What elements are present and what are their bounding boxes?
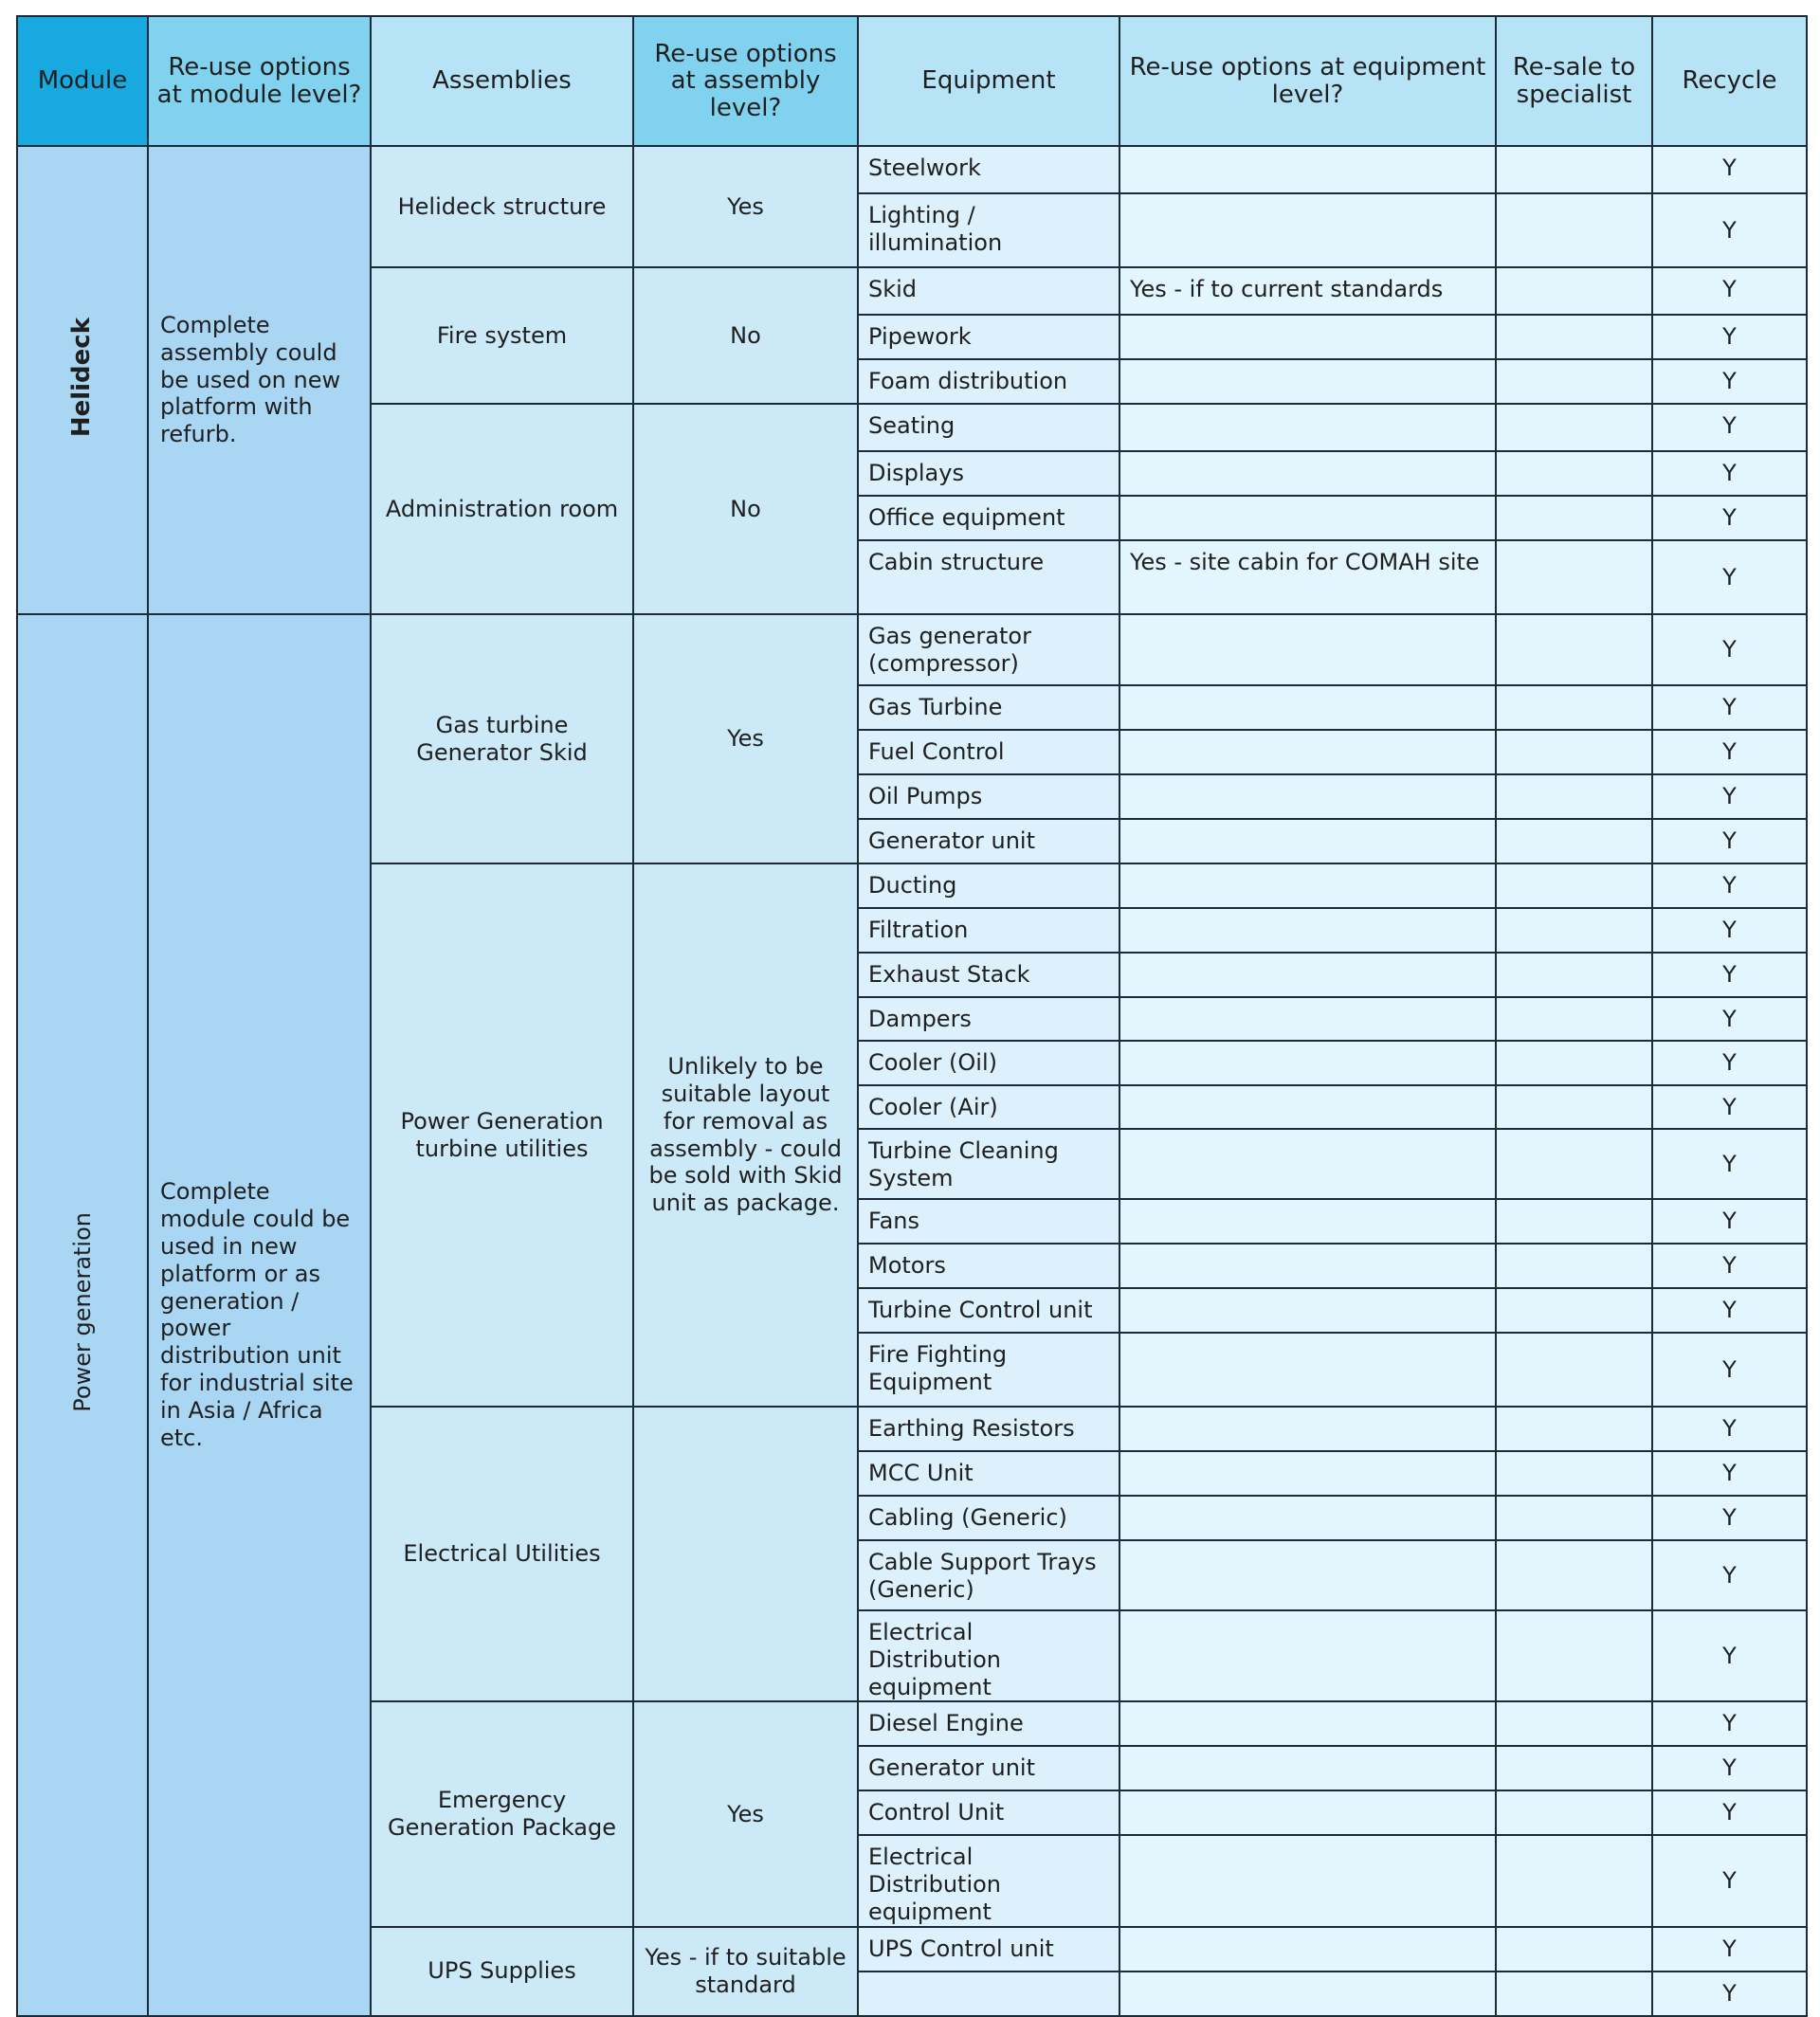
- equipment-name-cell: Cabin structure: [858, 540, 1119, 614]
- recycle-cell: Y: [1652, 908, 1807, 953]
- recycle-cell: Y: [1652, 1129, 1807, 1199]
- resale-cell: [1496, 146, 1652, 193]
- assembly-name-cell: Gas turbine Generator Skid: [371, 614, 633, 863]
- recycle-cell: Y: [1652, 1041, 1807, 1085]
- equipment-name-cell: Motors: [858, 1244, 1119, 1288]
- equipment-name-cell: Dampers: [858, 997, 1119, 1041]
- equipment-name-cell: Lighting / illumination: [858, 193, 1119, 267]
- equipment-reuse-cell: [1119, 863, 1496, 908]
- recycle-cell: Y: [1652, 1199, 1807, 1244]
- module-name: Power generation: [68, 1211, 96, 1412]
- header-assemblies: Assemblies: [371, 16, 633, 146]
- equipment-reuse-cell: [1119, 1496, 1496, 1540]
- equipment-name-cell: Ducting: [858, 863, 1119, 908]
- equipment-reuse-cell: [1119, 1835, 1496, 1926]
- recycle-cell: Y: [1652, 730, 1807, 774]
- assembly-name-cell: Helideck structure: [371, 146, 633, 267]
- recycle-cell: Y: [1652, 1288, 1807, 1333]
- equipment-reuse-cell: [1119, 1407, 1496, 1451]
- assembly-name-cell: Power Generation turbine utilities: [371, 863, 633, 1407]
- equipment-reuse-cell: [1119, 997, 1496, 1041]
- equipment-name-cell: Oil Pumps: [858, 774, 1119, 819]
- recycle-cell: Y: [1652, 146, 1807, 193]
- assembly-reuse-cell: Yes: [633, 614, 858, 863]
- recycle-cell: Y: [1652, 193, 1807, 267]
- resale-cell: [1496, 540, 1652, 614]
- equipment-name-cell: Cable Support Trays (Generic): [858, 1540, 1119, 1610]
- equipment-reuse-cell: [1119, 819, 1496, 863]
- equipment-reuse-cell: Yes - if to current standards: [1119, 267, 1496, 315]
- recycle-cell: Y: [1652, 496, 1807, 540]
- assembly-reuse-cell: [633, 1407, 858, 1701]
- resale-cell: [1496, 404, 1652, 451]
- equipment-name-cell: Cooler (Oil): [858, 1041, 1119, 1085]
- resale-cell: [1496, 1333, 1652, 1407]
- assembly-reuse-cell: No: [633, 267, 858, 404]
- equipment-name-cell: [858, 1972, 1119, 2016]
- equipment-name-cell: Office equipment: [858, 496, 1119, 540]
- recycle-cell: Y: [1652, 359, 1807, 404]
- equipment-name-cell: Gas Turbine: [858, 685, 1119, 730]
- resale-cell: [1496, 1496, 1652, 1540]
- equipment-name-cell: Electrical Distribution equipment: [858, 1610, 1119, 1701]
- resale-cell: [1496, 819, 1652, 863]
- header-resale: Re-sale to specialist: [1496, 16, 1652, 146]
- equipment-reuse-cell: [1119, 1540, 1496, 1610]
- resale-cell: [1496, 193, 1652, 267]
- equipment-name-cell: Generator unit: [858, 1746, 1119, 1790]
- equipment-reuse-cell: [1119, 451, 1496, 496]
- resale-cell: [1496, 1129, 1652, 1199]
- equipment-reuse-cell: [1119, 1085, 1496, 1129]
- resale-cell: [1496, 863, 1652, 908]
- recycle-cell: Y: [1652, 1972, 1807, 2016]
- header-module-reuse: Re-use options at module level?: [148, 16, 371, 146]
- resale-cell: [1496, 1540, 1652, 1610]
- equipment-reuse-cell: [1119, 496, 1496, 540]
- recycle-cell: Y: [1652, 1701, 1807, 1746]
- resale-cell: [1496, 1407, 1652, 1451]
- assembly-reuse-cell: Unlikely to be suitable layout for removal as assembly - could be sold with Skid unit as package.: [633, 863, 858, 1407]
- recycle-cell: Y: [1652, 997, 1807, 1041]
- recycle-cell: Y: [1652, 863, 1807, 908]
- resale-cell: [1496, 1835, 1652, 1926]
- table-body: [17, 146, 1807, 2016]
- equipment-reuse-cell: [1119, 685, 1496, 730]
- resale-cell: [1496, 496, 1652, 540]
- recycle-cell: Y: [1652, 1610, 1807, 1701]
- resale-cell: [1496, 1927, 1652, 1972]
- equipment-reuse-cell: [1119, 1129, 1496, 1199]
- resale-cell: [1496, 908, 1652, 953]
- resale-cell: [1496, 1610, 1652, 1701]
- equipment-reuse-cell: [1119, 1244, 1496, 1288]
- assembly-reuse-cell: Yes: [633, 146, 858, 267]
- equipment-name-cell: Fans: [858, 1199, 1119, 1244]
- equipment-name-cell: Earthing Resistors: [858, 1407, 1119, 1451]
- equipment-name-cell: Displays: [858, 451, 1119, 496]
- equipment-name-cell: UPS Control unit: [858, 1927, 1119, 1972]
- resale-cell: [1496, 997, 1652, 1041]
- assembly-name-cell: Emergency Generation Package: [371, 1701, 633, 1926]
- equipment-reuse-cell: [1119, 1972, 1496, 2016]
- equipment-name-cell: Generator unit: [858, 819, 1119, 863]
- recycle-cell: Y: [1652, 1835, 1807, 1926]
- resale-cell: [1496, 1746, 1652, 1790]
- recycle-cell: Y: [1652, 685, 1807, 730]
- equipment-reuse-cell: [1119, 1199, 1496, 1244]
- resale-cell: [1496, 359, 1652, 404]
- resale-cell: [1496, 315, 1652, 359]
- assembly-name-cell: UPS Supplies: [371, 1927, 633, 2016]
- equipment-reuse-cell: [1119, 404, 1496, 451]
- recycle-cell: Y: [1652, 774, 1807, 819]
- equipment-reuse-cell: Yes - site cabin for COMAH site: [1119, 540, 1496, 614]
- equipment-name-cell: Seating: [858, 404, 1119, 451]
- equipment-reuse-cell: [1119, 315, 1496, 359]
- module-reuse-cell: Complete assembly could be used on new platform with refurb.: [148, 146, 371, 614]
- equipment-name-cell: Pipework: [858, 315, 1119, 359]
- assembly-reuse-cell: Yes: [633, 1701, 858, 1926]
- recycle-cell: Y: [1652, 451, 1807, 496]
- equipment-reuse-cell: [1119, 1451, 1496, 1496]
- equipment-name-cell: Cooler (Air): [858, 1085, 1119, 1129]
- resale-cell: [1496, 267, 1652, 315]
- resale-cell: [1496, 1041, 1652, 1085]
- recycle-cell: Y: [1652, 1407, 1807, 1451]
- equipment-name-cell: Cabling (Generic): [858, 1496, 1119, 1540]
- header-assembly-reuse: Re-use options at assembly level?: [633, 16, 858, 146]
- module-cell: [17, 614, 148, 2016]
- assembly-name-cell: Electrical Utilities: [371, 1407, 633, 1701]
- header-module: Module: [17, 16, 148, 146]
- module-reuse-cell: Complete module could be used in new platform or as generation / power distribution unit for industrial site in Asia / Africa etc.: [148, 614, 371, 2016]
- resale-cell: [1496, 1199, 1652, 1244]
- reuse-table-container: [16, 15, 1806, 2017]
- equipment-name-cell: Filtration: [858, 908, 1119, 953]
- table-row: [17, 146, 1807, 193]
- equipment-name-cell: Control Unit: [858, 1790, 1119, 1835]
- equipment-reuse-cell: [1119, 953, 1496, 997]
- equipment-reuse-cell: [1119, 908, 1496, 953]
- recycle-cell: Y: [1652, 1496, 1807, 1540]
- equipment-reuse-cell: [1119, 614, 1496, 685]
- recycle-cell: Y: [1652, 953, 1807, 997]
- equipment-reuse-cell: [1119, 146, 1496, 193]
- equipment-name-cell: Exhaust Stack: [858, 953, 1119, 997]
- equipment-reuse-cell: [1119, 730, 1496, 774]
- equipment-name-cell: Fire Fighting Equipment: [858, 1333, 1119, 1407]
- recycle-cell: Y: [1652, 267, 1807, 315]
- assembly-name-cell: Fire system: [371, 267, 633, 404]
- equipment-name-cell: Gas generator (compressor): [858, 614, 1119, 685]
- resale-cell: [1496, 614, 1652, 685]
- assembly-name-cell: Administration room: [371, 404, 633, 614]
- recycle-cell: Y: [1652, 1451, 1807, 1496]
- equipment-reuse-cell: [1119, 1927, 1496, 1972]
- resale-cell: [1496, 774, 1652, 819]
- recycle-cell: Y: [1652, 1746, 1807, 1790]
- equipment-name-cell: Diesel Engine: [858, 1701, 1119, 1746]
- resale-cell: [1496, 953, 1652, 997]
- recycle-cell: Y: [1652, 1244, 1807, 1288]
- resale-cell: [1496, 1701, 1652, 1746]
- recycle-cell: Y: [1652, 540, 1807, 614]
- equipment-reuse-cell: [1119, 193, 1496, 267]
- equipment-name-cell: MCC Unit: [858, 1451, 1119, 1496]
- equipment-name-cell: Electrical Distribution equipment: [858, 1835, 1119, 1926]
- equipment-reuse-cell: [1119, 1333, 1496, 1407]
- header-recycle: Recycle: [1652, 16, 1807, 146]
- equipment-reuse-cell: [1119, 1041, 1496, 1085]
- recycle-cell: Y: [1652, 1927, 1807, 1972]
- resale-cell: [1496, 451, 1652, 496]
- equipment-name-cell: Foam distribution: [858, 359, 1119, 404]
- resale-cell: [1496, 1244, 1652, 1288]
- recycle-cell: Y: [1652, 404, 1807, 451]
- equipment-reuse-cell: [1119, 774, 1496, 819]
- header-equipment-reuse: Re-use options at equipment level?: [1119, 16, 1496, 146]
- equipment-reuse-cell: [1119, 1746, 1496, 1790]
- resale-cell: [1496, 730, 1652, 774]
- resale-cell: [1496, 1451, 1652, 1496]
- table-row: [17, 614, 1807, 685]
- equipment-reuse-cell: [1119, 359, 1496, 404]
- resale-cell: [1496, 1972, 1652, 2016]
- recycle-cell: Y: [1652, 1085, 1807, 1129]
- resale-cell: [1496, 1085, 1652, 1129]
- equipment-name-cell: Fuel Control: [858, 730, 1119, 774]
- header-row: [17, 16, 1807, 146]
- assembly-reuse-cell: No: [633, 404, 858, 614]
- recycle-cell: Y: [1652, 1790, 1807, 1835]
- equipment-name-cell: Steelwork: [858, 146, 1119, 193]
- module-cell: [17, 146, 148, 614]
- module-name: Helideck: [67, 317, 97, 437]
- recycle-cell: Y: [1652, 614, 1807, 685]
- equipment-reuse-cell: [1119, 1288, 1496, 1333]
- resale-cell: [1496, 1288, 1652, 1333]
- equipment-name-cell: Turbine Control unit: [858, 1288, 1119, 1333]
- recycle-cell: Y: [1652, 1333, 1807, 1407]
- recycle-cell: Y: [1652, 819, 1807, 863]
- resale-cell: [1496, 1790, 1652, 1835]
- decommissioning-reuse-table: [16, 15, 1808, 2017]
- resale-cell: [1496, 685, 1652, 730]
- assembly-reuse-cell: Yes - if to suitable standard: [633, 1927, 858, 2016]
- equipment-name-cell: Skid: [858, 267, 1119, 315]
- equipment-reuse-cell: [1119, 1701, 1496, 1746]
- recycle-cell: Y: [1652, 315, 1807, 359]
- equipment-name-cell: Turbine Cleaning System: [858, 1129, 1119, 1199]
- equipment-reuse-cell: [1119, 1610, 1496, 1701]
- header-equipment: Equipment: [858, 16, 1119, 146]
- recycle-cell: Y: [1652, 1540, 1807, 1610]
- equipment-reuse-cell: [1119, 1790, 1496, 1835]
